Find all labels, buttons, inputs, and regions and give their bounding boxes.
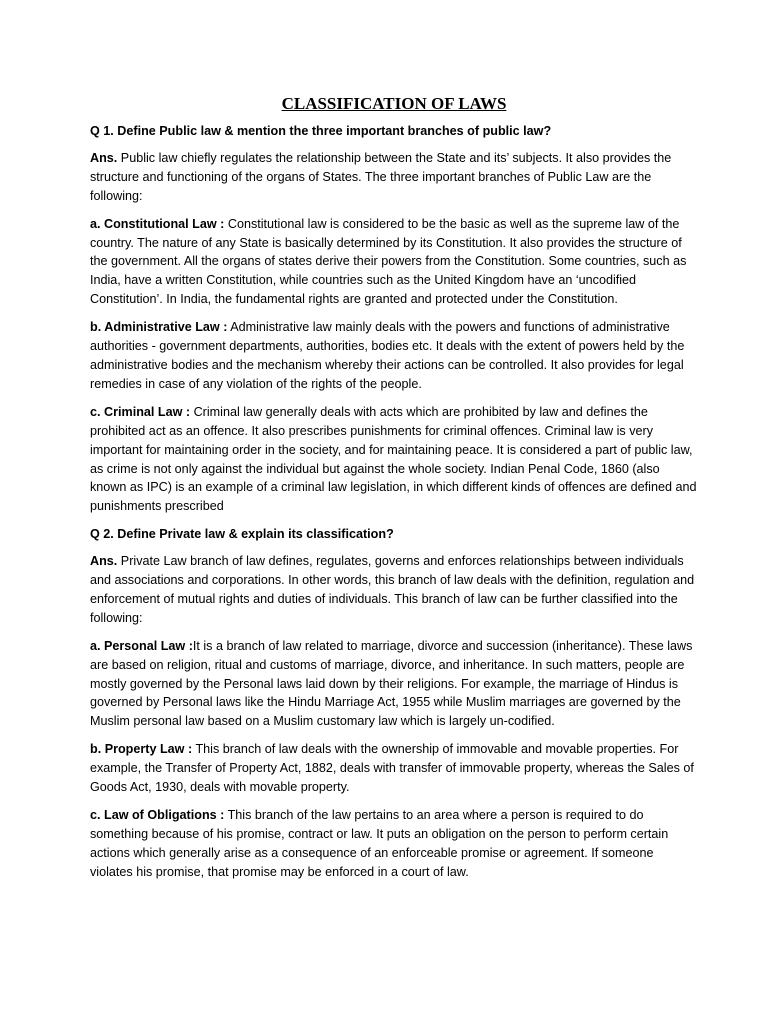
personal-law-text: It is a branch of law related to marriage, divorce and succession (inheritance). These laws are based on religion, ritual and customs of marriage, divorce, and inheritance. In such matters, people are mostly governed by the Personal laws laid down by their religions. For example, the marriage of Hindus is governed by Personal laws like the Hindu Marriage Act, 1955 while Muslim marriages are governed by the Muslim personal law based on a Muslim customary law which is largely un-codified. (90, 638, 693, 729)
administrative-law-paragraph (90, 318, 698, 394)
criminal-law-paragraph (90, 403, 698, 516)
constitutional-law-paragraph (90, 215, 698, 310)
law-of-obligations-label: c. Law of Obligations : (90, 808, 225, 822)
answer-2 (90, 552, 698, 628)
property-law-paragraph (90, 740, 698, 797)
answer-1 (90, 149, 698, 206)
answer-2-text: Private Law branch of law defines, regulates, governs and enforces relationships between individuals and associations and corporations. In other words, this branch of law deals with the definition, regulation and enforcement of mutual rights and duties of individuals. This branch of law can be further classified into the following: (90, 554, 695, 625)
criminal-law-text: Criminal law generally deals with acts which are prohibited by law and defines the prohibited act as an offence. It also prescribes punishments for criminal offences. Criminal law is very important for maintaining order in the society, and for maintaining peace. It is considered a part of public law, as crime is not only against the individual but against the whole society. Indian Penal Code, 1860 (also known as IPC) is an example of a criminal law legislation, in which different kinds of offences are defined and punishments prescribed (90, 404, 697, 514)
administrative-law-label: b. Administrative Law : (90, 320, 228, 335)
law-of-obligations-paragraph (90, 806, 698, 882)
personal-law-label: a. Personal Law : (90, 638, 193, 653)
personal-law-paragraph (90, 637, 698, 732)
answer-1-text: Public law chiefly regulates the relationship between the State and its’ subjects. It also provides the structure and functioning of the organs of States. The three important branches of Public Law are the following: (90, 150, 672, 203)
property-law-label: b. Property Law : (90, 742, 193, 757)
question-1: Q 1. Define Public law & mention the three important branches of public law? (90, 124, 552, 138)
constitutional-law-label: a. Constitutional Law : (90, 216, 225, 231)
administrative-law-text: Administrative law mainly deals with the powers and functions of administrative authorities - government departments, authorities, bodies etc. It deals with the extent of powers held by the administrative bodies and the mechanism whereby their actions can be controlled. It also provides for legal remedies in case of any violation of the rights of the people. (90, 320, 685, 391)
law-of-obligations-text: This branch of the law pertains to an area where a person is required to do something because of his promise, contract or law. It puts an obligation on the person to perform certain actions which generally arise as a consequence of an enforceable promise or agreement. If someone violates his promise, that promise may be enforced in a court of law. (90, 808, 669, 879)
constitutional-law-text: Constitutional law is considered to be the basic as well as the supreme law of the country. The nature of any State is basically determined by its Constitution. It also provides the structure of the government. All the organs of states derive their powers from the Constitution. Some countries, such as India, have a written Constitution, while countries such as the United Kingdom have an ‘uncodified Constitution’. In India, the fundamental rights are granted and protected under the Constitution. (90, 216, 687, 307)
answer-1-label: Ans. (90, 150, 118, 165)
question-2: Q 2. Define Private law & explain its classification? (90, 527, 394, 542)
answer-2-label: Ans. (90, 554, 118, 569)
document-title: CLASSIFICATION OF LAWS (281, 94, 507, 113)
criminal-law-label: c. Criminal Law : (90, 404, 191, 419)
property-law-text: This branch of law deals with the ownership of immovable and movable properties. For example, the Transfer of Property Act, 1882, deals with transfer of immovable property, whereas the Sales of Goods Act, 1930, deals with movable property. (90, 742, 694, 795)
